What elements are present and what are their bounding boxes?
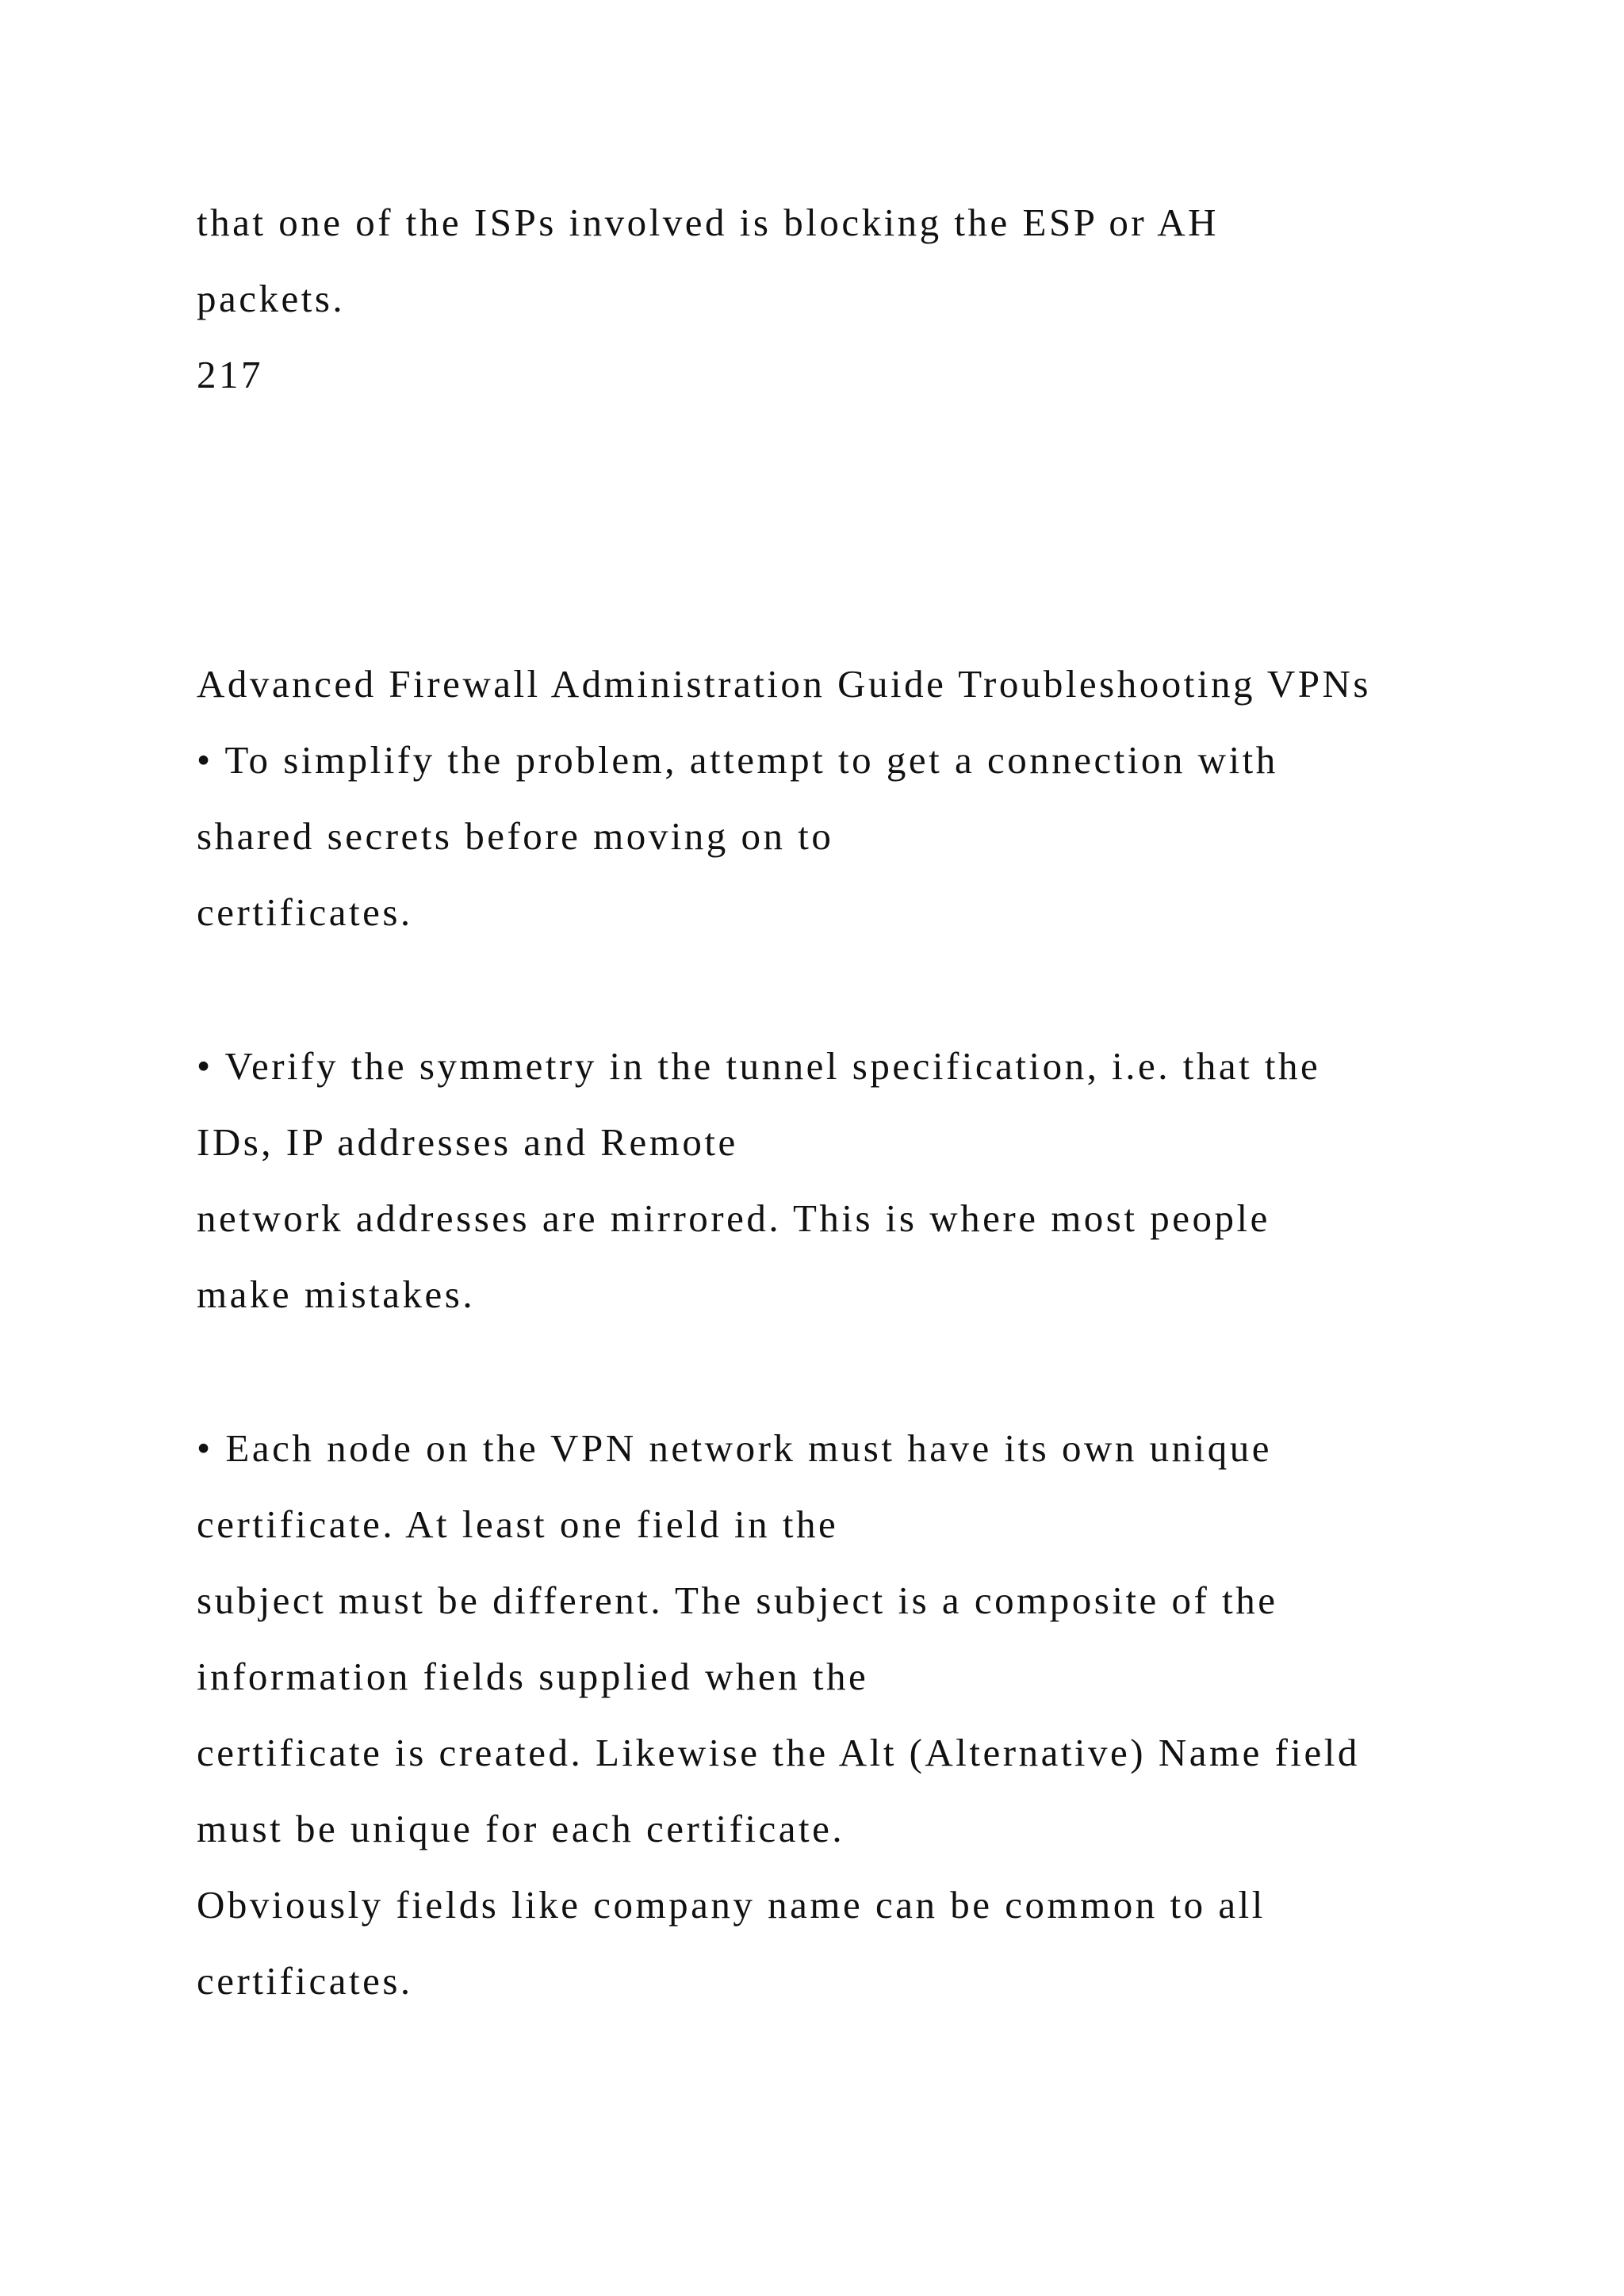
page-number: 217 xyxy=(197,353,263,396)
bullet-2-line: • Verify the symmetry in the tunnel specification, i.e. that the xyxy=(197,1044,1321,1088)
bullet-2-line: network addresses are mirrored. This is where most people xyxy=(197,1196,1270,1240)
bullet-1-line: • To simplify the problem, attempt to get a connection with xyxy=(197,738,1278,782)
bullet-1-line: shared secrets before moving on to xyxy=(197,814,834,858)
bullet-3-line: must be unique for each certificate. xyxy=(197,1807,845,1850)
section-heading: Advanced Firewall Administration Guide Troubleshooting VPNs xyxy=(197,662,1371,706)
bullet-3-line: certificates. xyxy=(197,1959,413,2003)
bullet-3-line: subject must be different. The subject is a composite of the xyxy=(197,1578,1278,1622)
bullet-2-line: IDs, IP addresses and Remote xyxy=(197,1120,738,1164)
bullet-3-line: Obviously fields like company name can be common to all xyxy=(197,1883,1266,1927)
bullet-1-line: certificates. xyxy=(197,890,413,934)
bullet-3-line: information fields supplied when the xyxy=(197,1655,869,1698)
bullet-3-line: certificate. At least one field in the xyxy=(197,1502,839,1546)
bullet-3-line: certificate is created. Likewise the Alt (Alternative) Name field xyxy=(197,1731,1360,1774)
continuation-line: packets. xyxy=(197,277,346,320)
bullet-2-line: make mistakes. xyxy=(197,1272,476,1316)
bullet-3-line: • Each node on the VPN network must have its own unique xyxy=(197,1426,1272,1470)
continuation-line: that one of the ISPs involved is blocking the ESP or AH xyxy=(197,201,1220,244)
